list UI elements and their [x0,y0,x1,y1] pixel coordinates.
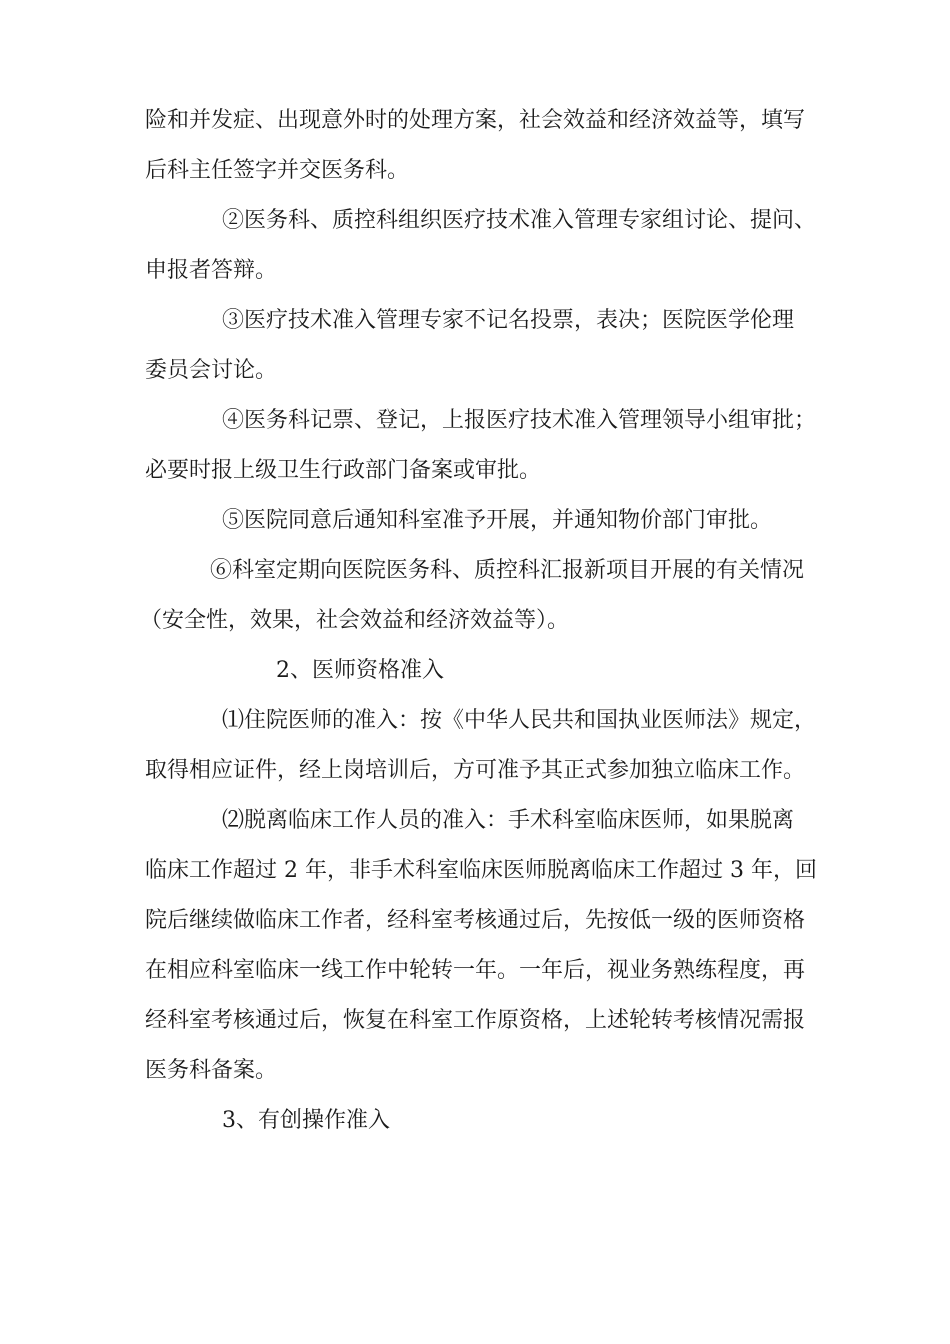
text-line: 后科主任签字并交医务科。 [145,158,410,183]
text-line: 险和并发症、出现意外时的处理方案，社会效益和经济效益等，填写 [145,108,806,133]
text-line: 经科室考核通过后，恢复在科室工作原资格，上述轮转考核情况需报 [145,1008,806,1033]
text-line: 临床工作超过 2 年，非手术科室临床医师脱离临床工作超过 3 年，回 [145,858,817,883]
text-line: ③医疗技术准入管理专家不记名投票，表决；医院医学伦理 [222,308,795,333]
text-line: 医务科备案。 [145,1058,278,1083]
text-line: ⑤医院同意后通知科室准予开展，并通知物价部门审批。 [222,508,773,533]
text-line: ④医务科记票、登记，上报医疗技术准入管理领导小组审批； [222,408,817,433]
text-line: 在相应科室临床一线工作中轮转一年。一年后，视业务熟练程度，再 [145,958,806,983]
text-line: 申报者答辩。 [145,258,278,283]
text-line: 必要时报上级卫生行政部门备案或审批。 [145,458,542,483]
section-heading: 2、医师资格准入 [276,658,444,683]
text-line: ⑥科室定期向医院医务科、质控科汇报新项目开展的有关情况 [210,558,805,583]
text-line: （安全性，效果，社会效益和经济效益等）。 [140,608,570,633]
text-line: 院后继续做临床工作者，经科室考核通过后，先按低一级的医师资格 [145,908,806,933]
section-heading: 3、有创操作准入 [222,1108,390,1133]
text-line: 取得相应证件，经上岗培训后，方可准予其正式参加独立临床工作。 [145,758,806,783]
text-line: ⑴住院医师的准入：按《中华人民共和国执业医师法》规定， [222,708,817,733]
text-line: ⑵脱离临床工作人员的准入：手术科室临床医师，如果脱离 [222,808,795,833]
text-line: ②医务科、质控科组织医疗技术准入管理专家组讨论、提问、 [222,208,817,233]
text-line: 委员会讨论。 [145,358,278,383]
